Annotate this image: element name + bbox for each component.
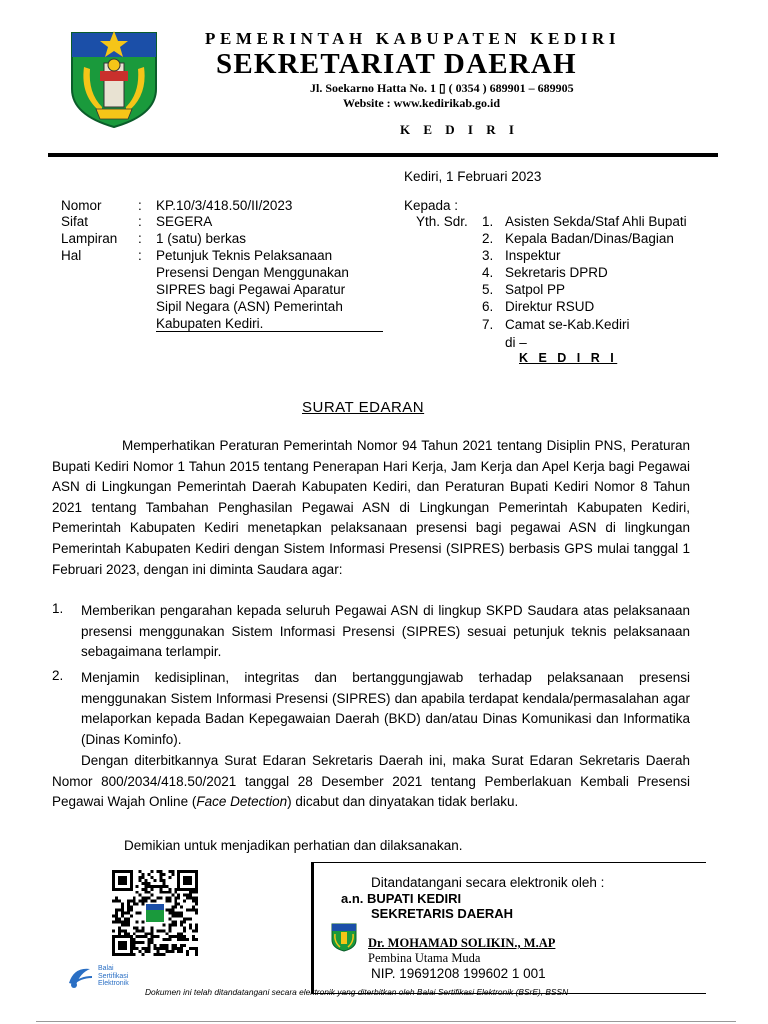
paragraph-revocation-text: ) dicabut dan dinyatakan tidak berlaku. [287,794,519,810]
recipient-item: Inspektur [505,248,561,263]
bsre-emblem-icon [66,963,94,989]
meta-colon: : [138,231,142,246]
list-number: 1. [52,601,64,616]
recipient-city: K E D I R I [519,351,618,365]
paragraph-intro: Memperhatikan Peraturan Pemerintah Nomor 94 Tahun 2021 tentang Disiplin PNS, Peraturan Bupati Kediri Nomor 1 Tahun 2015 tentang Penerapan Hari Kerja, Jam Kerja dan Apel Kerja bagi Pegawai ASN di Lingkungan Pemerintah Daerah Kabupaten Kediri, dan Peraturan Bupati Kediri Nomor 8 Tahun 2021 tentang Tambahan Penghasilan Pegawai ASN di Lingkungan Pemerintah Kabupaten Kediri, Pemerintah Kabupaten Kediri menetapkan pelaksanaan presensi bagi pegawai ASN di lingkungan Pemerintah Kabupaten Kediri dengan Sistem Informasi Presensi (SIPRES) berbasis GPS mulai tanggal 1 Februari 2023, dengan ini diminta Saudara agar: [52,438,690,577]
kepada-label: Kepada : [404,198,459,213]
bsre-text: Elektronik [98,980,129,987]
meta-value-hal-line: Sipil Negara (ASN) Pemerintah [156,299,343,314]
paragraph-revocation [52,751,690,813]
list-number: 2. [52,668,64,683]
recipient-item: Satpol PP [505,282,566,297]
office-address: Jl. Soekarno Hatta No. 1 ▯ ( 0354 ) 689901 – 689905 [310,81,574,95]
recipient-item: Kepala Badan/Dinas/Bagian [505,231,674,246]
recipient-item: Direktur RSUD [505,299,595,314]
kediri-regency-logo [66,27,162,129]
signatory-rank: Pembina Utama Muda [368,951,481,965]
meta-colon: : [138,198,142,213]
recipient-item: Asisten Sekda/Staf Ahli Bupati [505,214,687,229]
meta-value-lampiran: 1 (satu) berkas [156,231,247,246]
closing-sentence: Demikian untuk menjadikan perhatian dan dilaksanakan. [124,838,463,853]
meta-value-nomor: KP.10/3/418.50/II/2023 [156,198,293,213]
meta-value-sifat: SEGERA [156,214,213,229]
qr-code [112,870,198,956]
meta-label-lampiran: Lampiran [61,231,118,246]
meta-value-hal-line: Presensi Dengan Menggunakan [156,265,349,280]
recipient-number: 4. [482,265,494,280]
header-city: K E D I R I [400,122,519,137]
meta-value-hal-line: Petunjuk Teknis Pelaksanaan [156,248,333,263]
meta-value-hal-line: Kabupaten Kediri. [156,316,264,331]
list-item: Menjamin kedisiplinan, integritas dan bertanggungjawab terhadap pelaksanaan presensi menggunakan Sistem Informasi Presensi (SIPRES) dan apabila terdapat kendala/permasalahan agar melaporkan kepada Badan Kepegawaian Daerah (BKD) dan/atau Dinas Komunikasi dan Informatika (Dinas Kominfo). [81,670,690,747]
regency-seal-icon [330,922,358,952]
recipient-number: 2. [482,231,494,246]
government-name: PEMERINTAH KABUPATEN KEDIRI [205,29,621,48]
signature-statement: Ditandatangani secara elektronik oleh : [371,875,605,890]
recipient-number: 7. [482,317,494,332]
face-detection-term: Face Detection [196,794,288,810]
yth-label: Yth. Sdr. [416,214,468,229]
bsre-text: Sertifikasi [98,972,129,980]
list-item: Memberikan pengarahan kepada seluruh Pegawai ASN di lingkup SKPD Saudara atas pelaksanaan presensi menggunakan Sistem Informasi Presensi (SIPRES) sesuai petunjuk teknis pelaksanaan sebagaimana terlampir. [81,603,690,660]
letter-date: Kediri, 1 Februari 2023 [404,169,542,184]
meta-value-hal-line: SIPRES bagi Pegawai Aparatur [156,282,346,297]
signatory-name: Dr. MOHAMAD SOLIKIN., M.AP [368,936,556,950]
di-label: di – [505,335,527,350]
paragraph-revocation-text: Dengan diterbitkannya Surat Edaran Sekretaris Daerah ini, maka Surat Edaran Sekretaris Daerah Nomor 800/2034/418.50/2021 tanggal 28 Desember 2021 tentang Pemberlakuan Kembali Presensi Pegawai Wajah Online ( [52,753,690,810]
meta-label-sifat: Sifat [61,214,89,229]
recipient-number: 3. [482,248,494,263]
signatory-nip: NIP. 19691208 199602 1 001 [371,966,546,981]
hal-underline [156,331,383,332]
office-name: SEKRETARIAT DAERAH [216,48,577,80]
recipient-item: Camat se-Kab.Kediri [505,317,630,332]
recipient-number: 6. [482,299,494,314]
meta-label-nomor: Nomor [61,198,102,213]
signature-position: SEKRETARIS DAERAH [371,906,514,921]
recipient-number: 1. [482,214,494,229]
meta-label-hal: Hal [61,248,82,263]
e-sign-footer: Dokumen ini telah ditandatangani secara elektronik yang diterbitkan oleh Balai Sertifikasi Elektronik (BSrE), BSSN [145,987,569,997]
page-bottom-rule [36,1021,736,1022]
office-website: Website : www.kedirikab.go.id [343,96,501,110]
recipient-item: Sekretaris DPRD [505,265,608,280]
signature-on-behalf: a.n. BUPATI KEDIRI [341,891,462,906]
bsre-text: Balai [98,965,114,972]
header-rule [48,153,718,157]
recipient-number: 5. [482,282,494,297]
meta-colon: : [138,214,142,229]
meta-colon: : [138,248,142,263]
letter-title: SURAT EDARAN [302,399,425,416]
